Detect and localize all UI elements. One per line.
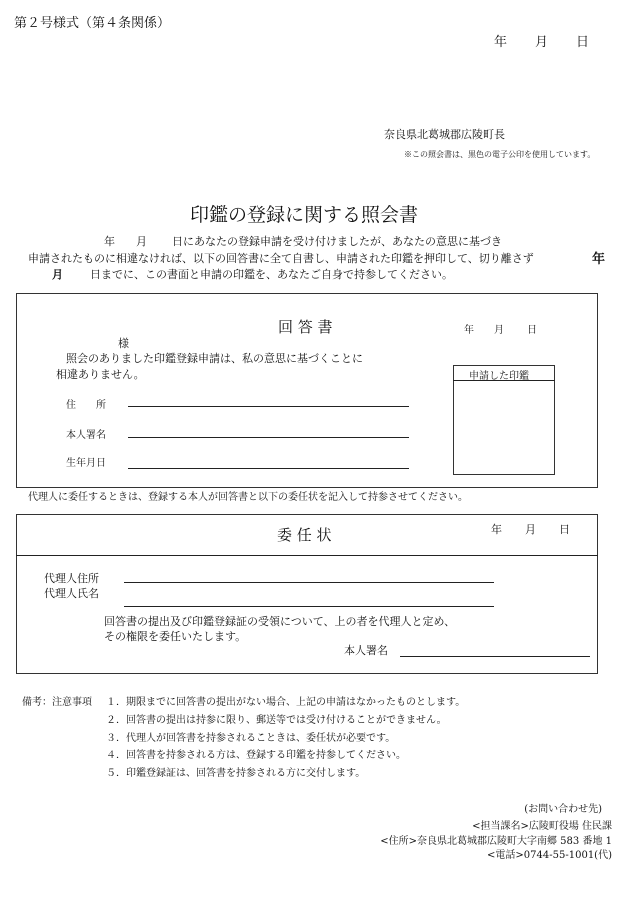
notes-label: 備考：注意事項 xyxy=(22,697,92,708)
delegation-month: 月 xyxy=(525,523,536,536)
answer-body-2: 相違ありません。 xyxy=(56,368,145,381)
delegation-divider xyxy=(16,555,598,556)
intro-line1: 日にあなたの登録申請を受け付けましたが、あなたの意思に基づき xyxy=(172,235,502,248)
birthdate-label: 生年月日 xyxy=(66,458,106,469)
birthdate-field[interactable] xyxy=(128,468,409,469)
intro-deadline-year: 年 xyxy=(592,252,606,267)
proxy-address-label: 代理人住所 xyxy=(44,572,99,585)
proxy-note: 代理人に委任するときは、登録する本人が回答書と以下の委任状を記入して持参させてください。 xyxy=(28,492,468,503)
header-month: 月 xyxy=(535,35,549,50)
delegation-year: 年 xyxy=(491,523,502,536)
page-title: 印鑑の登録に関する照会書 xyxy=(190,204,419,226)
note-item: １．期限までに回答書の提出がない場合、上記の申請はなかったものとします。 xyxy=(106,697,466,708)
form-number: 第２号様式（第４条関係） xyxy=(14,16,171,31)
note-item: ２．回答書の提出は持参に限り、郵送等では受け付けることができません。 xyxy=(106,715,447,726)
header-day: 日 xyxy=(576,35,590,50)
contact-dept: <担当課名>広陵町役場 住民課 xyxy=(472,821,612,832)
addressee-sama: 様 xyxy=(118,337,129,350)
signature-label: 本人署名 xyxy=(66,430,106,441)
answer-month: 月 xyxy=(494,325,504,336)
delegation-title: 委 任 状 xyxy=(277,526,332,544)
note-item: ３．代理人が回答書を持参されることきは、委任状が必要です。 xyxy=(106,733,396,744)
issuer-name: 奈良県北葛城郡広陵町長 xyxy=(384,128,505,141)
note-item: ５．印鑑登録証は、回答書を持参される方に交付します。 xyxy=(106,768,366,779)
address-label: 住 所 xyxy=(66,400,106,411)
answer-body-1: 照会のありました印鑑登録申請は、私の意思に基づくことに xyxy=(66,352,363,365)
intro-year: 年 xyxy=(104,235,115,248)
contact-phone: <電話>0744-55-1001(代) xyxy=(487,850,612,861)
seal-note: ※この照会書は、黒色の電子公印を使用しています。 xyxy=(404,150,596,159)
delegation-body-2: その権限を委任いたします。 xyxy=(104,630,247,643)
header-year: 年 xyxy=(494,35,508,50)
proxy-name-label: 代理人氏名 xyxy=(44,587,99,600)
delegation-body-1: 回答書の提出及び印鑑登録証の受領について、上の者を代理人と定め、 xyxy=(104,615,456,628)
intro-month: 月 xyxy=(136,235,147,248)
answer-year: 年 xyxy=(464,325,474,336)
contact-address: <住所>奈良県北葛城郡広陵町大字南郷 583 番地 1 xyxy=(380,836,612,847)
intro-deadline-month: 月 xyxy=(52,268,63,281)
proxy-name-field[interactable] xyxy=(124,606,494,607)
proxy-address-field[interactable] xyxy=(124,582,494,583)
intro-line2: 申請されたものに相違なければ、以下の回答書に全て自書し、申請された印鑑を押印して、切り離さず xyxy=(28,252,534,265)
note-item: ４．回答書を持参される方は、登録する印鑑を持参してください。 xyxy=(106,750,406,761)
signature-field[interactable] xyxy=(128,437,409,438)
answer-day: 日 xyxy=(527,325,537,336)
seal-box-label: 申請した印鑑 xyxy=(469,371,529,382)
delegation-day: 日 xyxy=(559,523,570,536)
answer-title: 回 答 書 xyxy=(278,318,333,336)
delegation-signature-field[interactable] xyxy=(400,656,590,657)
delegation-signature-label: 本人署名 xyxy=(344,644,388,657)
contact-heading: (お問い合わせ先) xyxy=(524,804,602,815)
address-field[interactable] xyxy=(128,406,409,407)
intro-line3: 日までに、この書面と申請の印鑑を、あなたご自身で持参してください。 xyxy=(90,268,453,281)
